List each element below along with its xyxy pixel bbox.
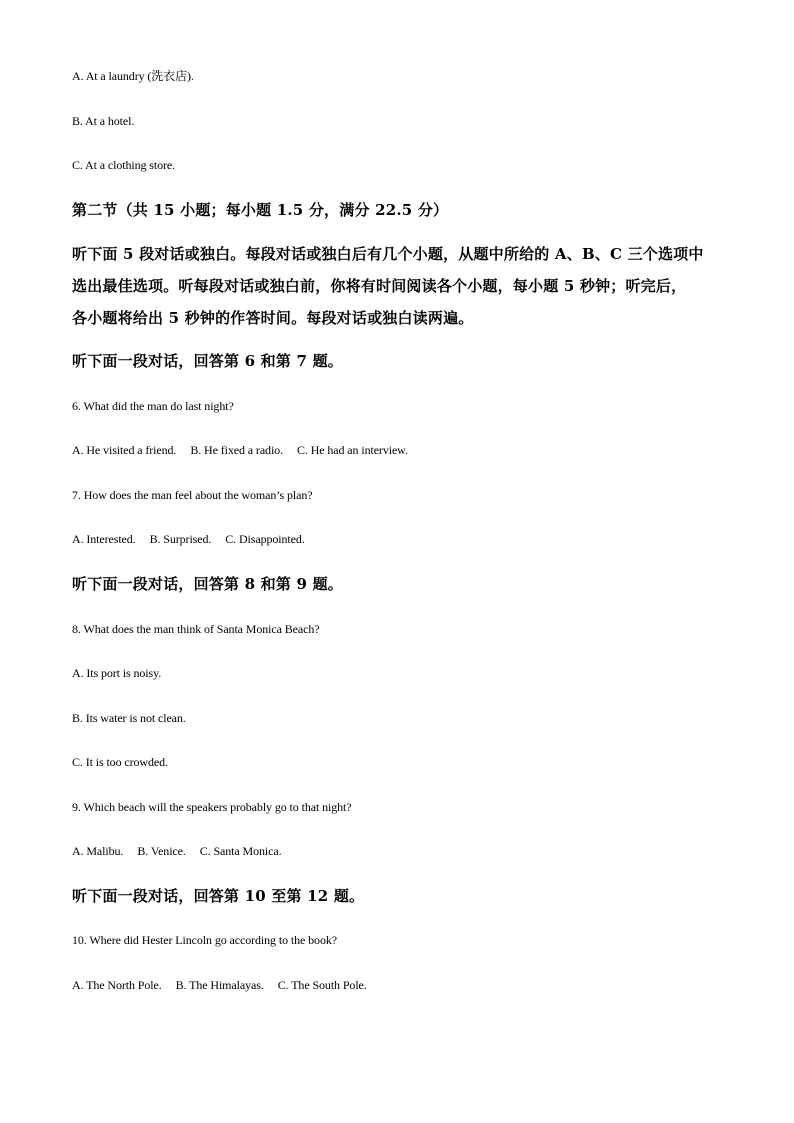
option-b: B. Surprised. xyxy=(149,532,212,546)
section2-instructions-line-3: 各小题将给出 5 秒钟的作答时间。每段对话或独白读两遍。 xyxy=(72,309,474,327)
question-8-option-c: C. It is too crowded. xyxy=(72,755,168,769)
option-c: C. Santa Monica. xyxy=(199,844,282,858)
option-b: B. He fixed a radio. xyxy=(190,443,283,457)
question-8-option-b: B. Its water is not clean. xyxy=(72,711,186,725)
question-7-options xyxy=(72,531,305,547)
option-c: C. He had an interview. xyxy=(296,443,408,457)
question-8: 8. What does the man think of Santa Monica Beach? xyxy=(72,622,320,636)
question-6-options xyxy=(72,442,408,458)
dialogue-heading-10-12: 听下面一段对话，回答第 10 至第 12 题。 xyxy=(72,887,365,905)
option-c: C. The South Pole. xyxy=(277,978,367,992)
section2-title: 第二节（共 15 小题；每小题 1.5 分，满分 22.5 分） xyxy=(72,201,449,219)
question-8-option-a: A. Its port is noisy. xyxy=(72,666,162,680)
option-a: A. Malibu. xyxy=(72,844,124,858)
dialogue-heading-8-9: 听下面一段对话，回答第 8 和第 9 题。 xyxy=(72,575,343,593)
dialogue-heading-6-7: 听下面一段对话，回答第 6 和第 7 题。 xyxy=(72,352,343,370)
option-b: B. The Himalayas. xyxy=(175,978,264,992)
section2-instructions-line-2: 选出最佳选项。听每段对话或独白前，你将有时间阅读各个小题，每小题 5 秒钟；听完后， xyxy=(72,277,687,295)
q5-option-a: A. At a laundry (洗衣店). xyxy=(72,69,194,83)
option-a: A. He visited a friend. xyxy=(72,443,177,457)
question-7: 7. How does the man feel about the woman’s plan? xyxy=(72,488,313,502)
question-10-options xyxy=(72,977,367,993)
question-9: 9. Which beach will the speakers probably go to that night? xyxy=(72,800,352,814)
q5-option-c: C. At a clothing store. xyxy=(72,158,176,172)
option-a: A. Interested. xyxy=(72,532,136,546)
section2-instructions-line-1: 听下面 5 段对话或独白。每段对话或独白后有几个小题，从题中所给的 A、B、C 三个选项中 xyxy=(72,245,704,263)
question-9-options xyxy=(72,843,282,859)
question-10: 10. Where did Hester Lincoln go according to the book? xyxy=(72,933,337,947)
option-a: A. The North Pole. xyxy=(72,978,162,992)
q5-option-b: B. At a hotel. xyxy=(72,114,135,128)
option-b: B. Venice. xyxy=(137,844,186,858)
question-6: 6. What did the man do last night? xyxy=(72,399,234,413)
option-c: C. Disappointed. xyxy=(225,532,305,546)
